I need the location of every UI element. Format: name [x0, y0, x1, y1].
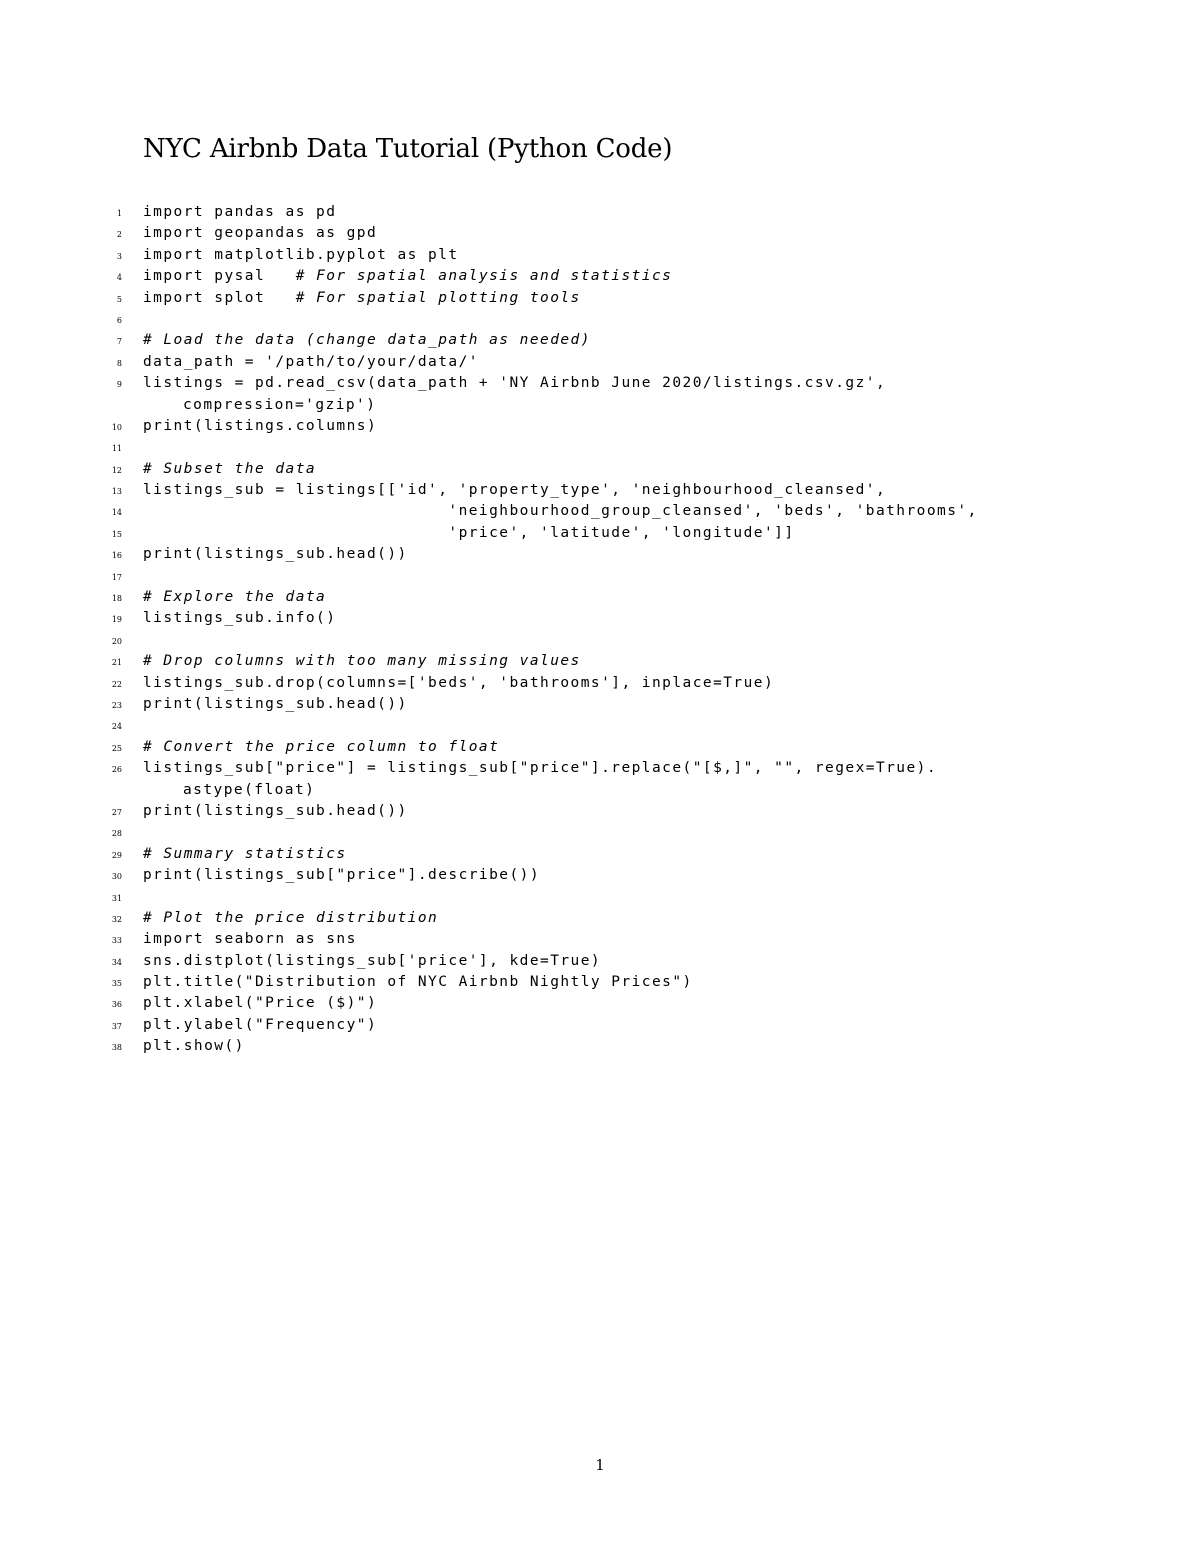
code-line	[0, 822, 1200, 843]
code-line	[0, 651, 1200, 672]
code-text: sns.distplot(listings_sub['price'], kde=True)	[143, 952, 602, 969]
code-text: listings_sub["price"] = listings_sub["price"].replace("[$,]", "", regex=True).	[143, 760, 938, 777]
code-line	[0, 972, 1200, 993]
code-comment: # Drop columns with too many missing values	[143, 653, 581, 670]
code-text: listings_sub.drop(columns=['beds', 'bathrooms'], inplace=True)	[143, 674, 775, 691]
code-comment: # Explore the data	[143, 589, 327, 606]
code-text: import matplotlib.pyplot as plt	[143, 246, 459, 263]
line-number: 29	[111, 850, 122, 860]
line-number: 26	[111, 765, 122, 775]
code-line	[0, 993, 1200, 1014]
line-number: 23	[111, 700, 122, 710]
line-number: 6	[116, 315, 122, 325]
document-title: NYC Airbnb Data Tutorial (Python Code)	[143, 134, 673, 164]
code-line	[0, 373, 1200, 394]
code-line	[0, 608, 1200, 629]
code-text: listings_sub = listings[['id', 'property_type', 'neighbourhood_cleansed',	[143, 482, 887, 499]
code-text: plt.ylabel("Frequency")	[143, 1016, 378, 1033]
line-number: 3	[116, 251, 122, 261]
code-line	[0, 951, 1200, 972]
line-number: 32	[111, 914, 122, 924]
code-line	[0, 887, 1200, 908]
line-number: 18	[111, 594, 122, 604]
code-text: plt.title("Distribution of NYC Airbnb Nightly Prices")	[143, 974, 693, 991]
code-text: import pandas as pd	[143, 204, 337, 220]
line-number: 15	[111, 529, 122, 539]
code-text: 'price', 'latitude', 'longitude']]	[143, 524, 795, 541]
line-number: 24	[111, 722, 122, 732]
line-number: 16	[111, 551, 122, 561]
line-number: 38	[111, 1043, 122, 1053]
line-number: 34	[111, 957, 122, 967]
code-text: compression='gzip')	[183, 396, 377, 413]
line-number: 9	[116, 380, 122, 390]
code-line	[0, 908, 1200, 929]
line-number: 30	[111, 872, 122, 882]
code-inline-comment: # For spatial plotting tools	[295, 289, 581, 306]
line-number: 17	[111, 572, 122, 582]
code-text: 'neighbourhood_group_cleansed', 'beds', 'bathrooms',	[143, 503, 978, 520]
code-listing	[0, 202, 1200, 1058]
line-number: 14	[111, 508, 122, 518]
code-line	[0, 694, 1200, 715]
code-line	[0, 587, 1200, 608]
code-line-continuation	[0, 780, 1200, 801]
code-line	[0, 416, 1200, 437]
code-text: print(listings_sub.head())	[143, 546, 408, 563]
code-line	[0, 566, 1200, 587]
page-number: 1	[595, 1456, 605, 1474]
line-number: 33	[111, 936, 122, 946]
code-line	[0, 309, 1200, 330]
code-text: listings_sub.info()	[143, 610, 337, 627]
code-text: import seaborn as sns	[143, 931, 357, 948]
line-number: 10	[111, 422, 122, 432]
line-number: 12	[111, 465, 122, 475]
code-text: print(listings_sub.head())	[143, 695, 408, 712]
code-line	[0, 480, 1200, 501]
line-number: 20	[111, 636, 122, 646]
line-number: 8	[116, 358, 122, 368]
line-number: 7	[116, 337, 122, 347]
code-line	[0, 758, 1200, 779]
code-comment: # Convert the price column to float	[143, 738, 500, 755]
code-line	[0, 352, 1200, 373]
code-line	[0, 437, 1200, 458]
line-number: 19	[111, 615, 122, 625]
code-line	[0, 844, 1200, 865]
line-number: 2	[116, 230, 122, 240]
line-number: 5	[116, 294, 122, 304]
code-line	[0, 737, 1200, 758]
line-number: 36	[111, 1000, 122, 1010]
line-number: 27	[111, 807, 122, 817]
code-line	[0, 801, 1200, 822]
code-line	[0, 523, 1200, 544]
line-number: 28	[111, 829, 122, 839]
code-line	[0, 288, 1200, 309]
code-inline-comment: # For spatial analysis and statistics	[295, 268, 673, 285]
code-text: import splot # For spatial plotting tools	[143, 289, 581, 306]
line-number: 4	[116, 273, 122, 283]
code-text: import geopandas as gpd	[143, 225, 378, 242]
code-line	[0, 459, 1200, 480]
code-text: plt.show()	[143, 1038, 245, 1055]
line-number: 1	[116, 209, 122, 218]
code-line	[0, 929, 1200, 950]
code-comment: # Summary statistics	[143, 845, 347, 862]
code-line	[0, 673, 1200, 694]
line-number: 35	[111, 979, 122, 989]
code-comment: # Plot the price distribution	[143, 909, 439, 926]
code-text: import pysal # For spatial analysis and statistics	[143, 268, 673, 285]
code-line-continuation	[0, 395, 1200, 416]
code-comment: # Load the data (change data_path as needed)	[143, 332, 591, 349]
code-line	[0, 245, 1200, 266]
code-line	[0, 501, 1200, 522]
code-line	[0, 202, 1200, 223]
line-number: 31	[111, 893, 122, 903]
code-line	[0, 266, 1200, 287]
code-line	[0, 865, 1200, 886]
code-text: plt.xlabel("Price ($)")	[143, 995, 378, 1012]
code-line	[0, 330, 1200, 351]
line-number: 25	[111, 743, 122, 753]
code-line	[0, 1015, 1200, 1036]
code-line	[0, 223, 1200, 244]
line-number: 21	[111, 658, 122, 668]
code-line	[0, 715, 1200, 736]
code-line	[0, 544, 1200, 565]
code-text: listings = pd.read_csv(data_path + 'NY Airbnb June 2020/listings.csv.gz',	[143, 375, 887, 392]
line-number: 22	[111, 679, 122, 689]
code-text: astype(float)	[183, 781, 316, 798]
code-text: print(listings_sub["price"].describe())	[143, 867, 541, 884]
code-text: print(listings.columns)	[143, 417, 378, 434]
line-number: 37	[111, 1021, 122, 1031]
code-text: print(listings_sub.head())	[143, 802, 408, 819]
code-text: data_path = '/path/to/your/data/'	[143, 353, 479, 370]
line-number: 13	[111, 487, 122, 497]
code-line	[0, 1036, 1200, 1057]
code-line	[0, 630, 1200, 651]
line-number: 11	[111, 444, 122, 454]
code-comment: # Subset the data	[143, 460, 317, 477]
